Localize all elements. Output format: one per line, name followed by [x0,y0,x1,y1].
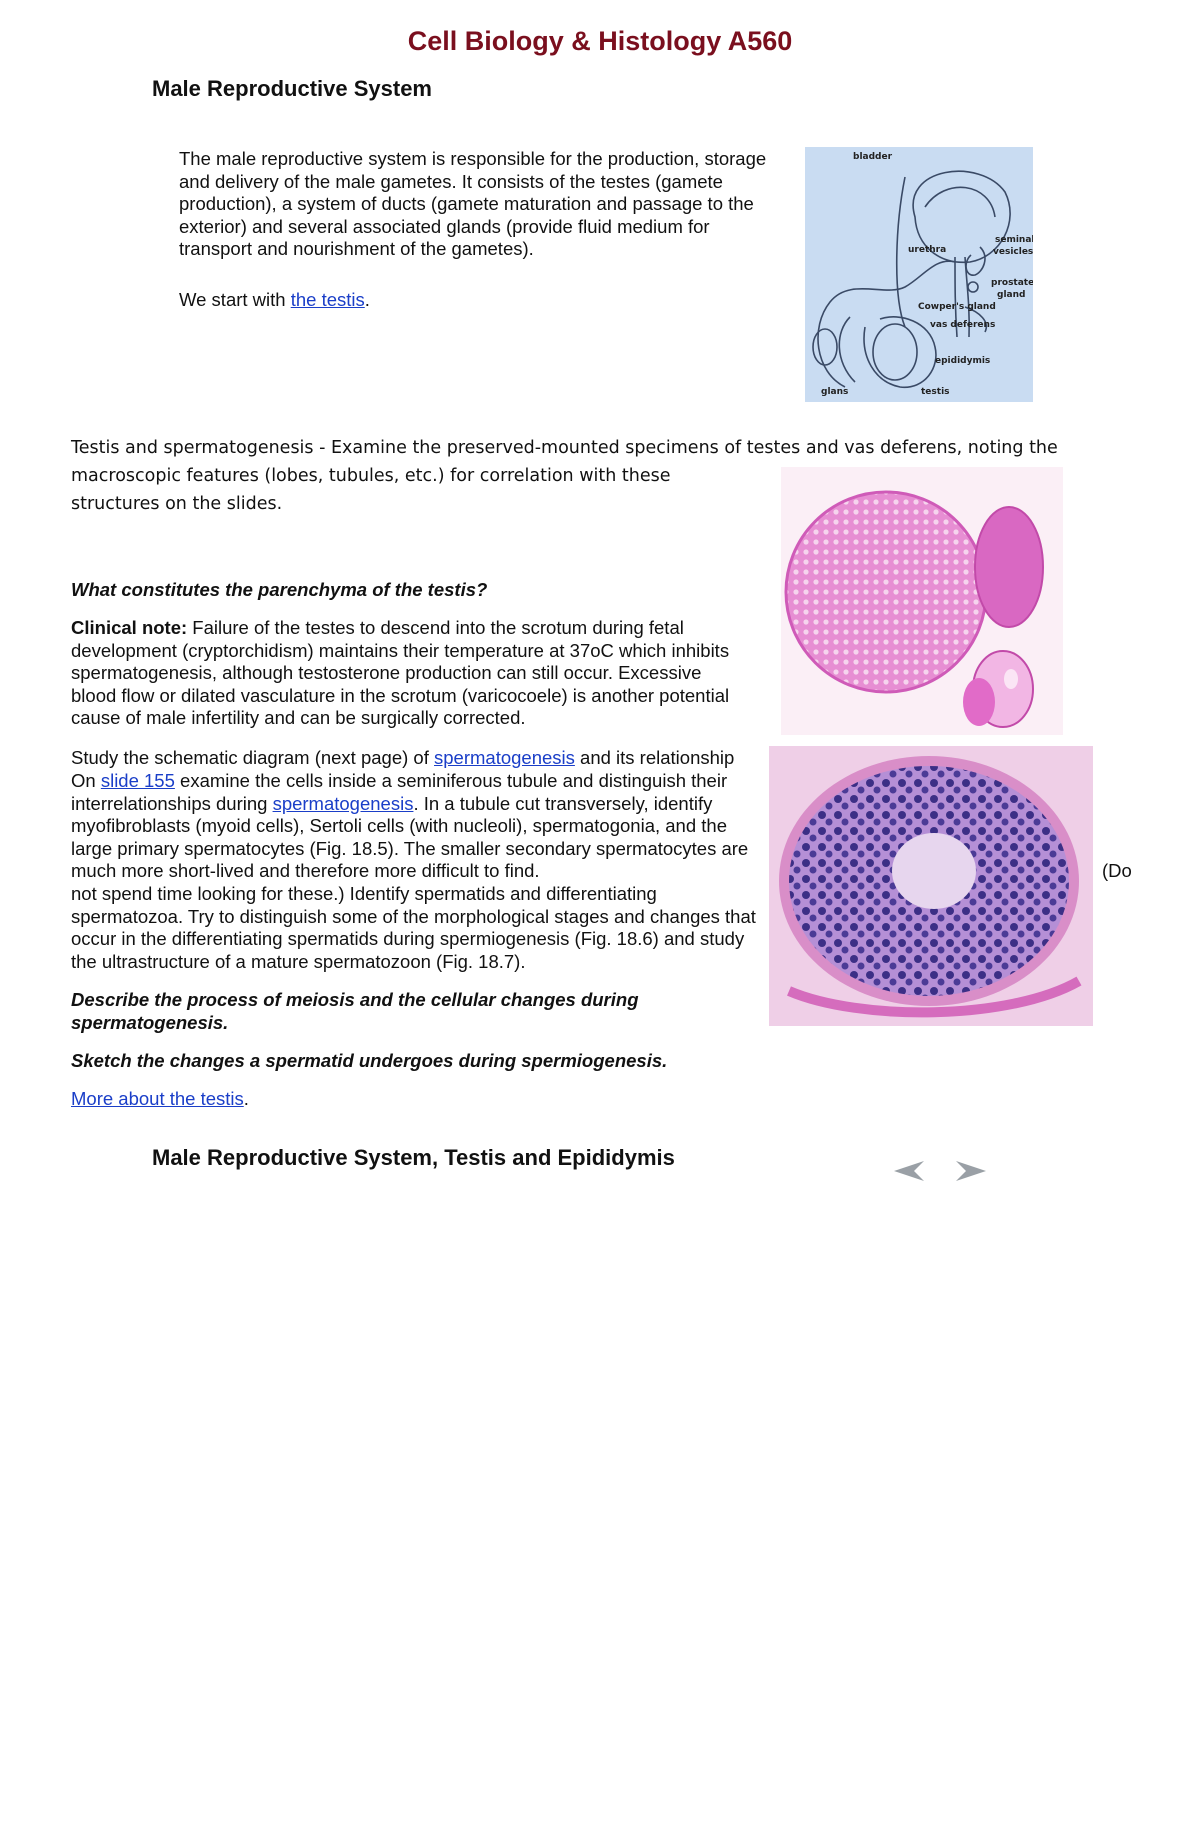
testis-intro-line2: macroscopic features (lobes, tubules, etc.) for correlation with these [71,466,671,486]
chevron-left-icon[interactable] [886,1157,926,1185]
anatomy-svg [805,147,1033,402]
label-bladder: bladder [853,152,893,162]
footer-title: Male Reproductive System, Testis and Epididymis [152,1145,675,1170]
study-line1 [71,747,771,770]
label-cowpers: Cowper's gland [918,302,996,312]
question-parenchyma: What constitutes the parenchyma of the testis? [71,579,488,600]
question-spermiogenesis: Sketch the changes a spermatid undergoes during spermiogenesis. [71,1050,668,1071]
label-prostate-2: gland [997,290,1026,300]
intro-text: The male reproductive system is responsible for the production, storage and delivery of the male gametes. It consists of the testes (gamete production), a system of ducts (gamete maturation and passage to the exterior) and several associated glands (provide fluid medium for transport and nourishment of the gametes). [179,148,767,259]
label-seminal-2: vesicles [993,247,1033,257]
start-suffix: . [364,289,370,310]
intro-start-line [179,289,679,312]
clinical-label: Clinical note: [71,617,188,638]
page-title: Cell Biology & Histology A560 [407,26,793,56]
more-suffix: . [243,1088,249,1109]
study-text-4: examine the cells inside a seminiferous tubule and distinguish their interrelationships during [71,770,728,814]
study-paragraph-continued: not spend time looking for these.) Identify spermatids and differentiating spermatozoa. Try to distinguish some of the morphological stages and changes that occur in the differentiating spermatids during spermiogenesis (Fig. 18.6) and study the ultrastructure of a mature spermatozoon (Fig. 18.7). [71,883,756,972]
male-anatomy-diagram [805,147,1033,402]
label-epididymis: epididymis [935,356,991,366]
testis-link[interactable]: the testis [290,289,365,310]
highmag-svg [769,746,1093,1026]
section-title: Male Reproductive System [152,76,432,101]
more-line [71,1088,249,1111]
clinical-note [71,617,731,730]
study-text-1: Study the schematic diagram (next page) of [71,747,434,768]
more-about-testis-link[interactable]: More about the testis [71,1088,244,1109]
label-glans: glans [821,387,849,397]
lowmag-svg [781,467,1063,735]
label-vas: vas deferens [930,320,996,330]
testis-intro-line1: Testis and spermatogenesis - Examine the preserved-mounted specimens of testes and vas deferens, noting the [71,438,1058,458]
study-text-5: . In a tubule cut transversely, identify myofibroblasts (myoid cells), Sertoli cells (with nucleoli), spermatogonia, and the large primary spermatocytes (Fig. 18.5). The smaller secondary spermatocytes are much more short-lived and therefore more difficult to find. [71,792,749,881]
study-text-2: and its relationship [574,747,735,768]
testis-lowmag-micrograph [781,467,1063,735]
study-text-3: On [71,770,101,791]
study-overflow: (Do [1102,860,1132,881]
label-prostate-1: prostate [991,278,1033,288]
clinical-text: Failure of the testes to descend into the scrotum during fetal development (cryptorchidism) maintains their temperature at 37oC which inhibits spermatogenesis, although testosterone production can still occur. Excessive blood flow or dilated vasculature in the scrotum (varicocoele) is another potential cause of male infertility and can be surgically corrected. [71,617,730,728]
intro-paragraph [179,148,779,261]
question-meiosis: Describe the process of meiosis and the cellular changes during spermatogenesis. [71,989,639,1033]
seminiferous-tubule-micrograph [769,746,1093,1026]
slide-155-link[interactable]: slide 155 [100,770,175,791]
study-paragraph [71,770,771,883]
label-seminal-1: seminal [995,235,1033,245]
spermatogenesis-link-2[interactable]: spermatogenesis [272,792,414,814]
spermatogenesis-link-1[interactable]: spermatogenesis [434,747,575,768]
label-testis: testis [921,387,950,397]
label-urethra: urethra [908,245,947,255]
chevron-right-icon[interactable] [954,1157,994,1185]
start-prefix: We start with [179,289,291,310]
testis-intro-line3: structures on the slides. [71,494,283,514]
